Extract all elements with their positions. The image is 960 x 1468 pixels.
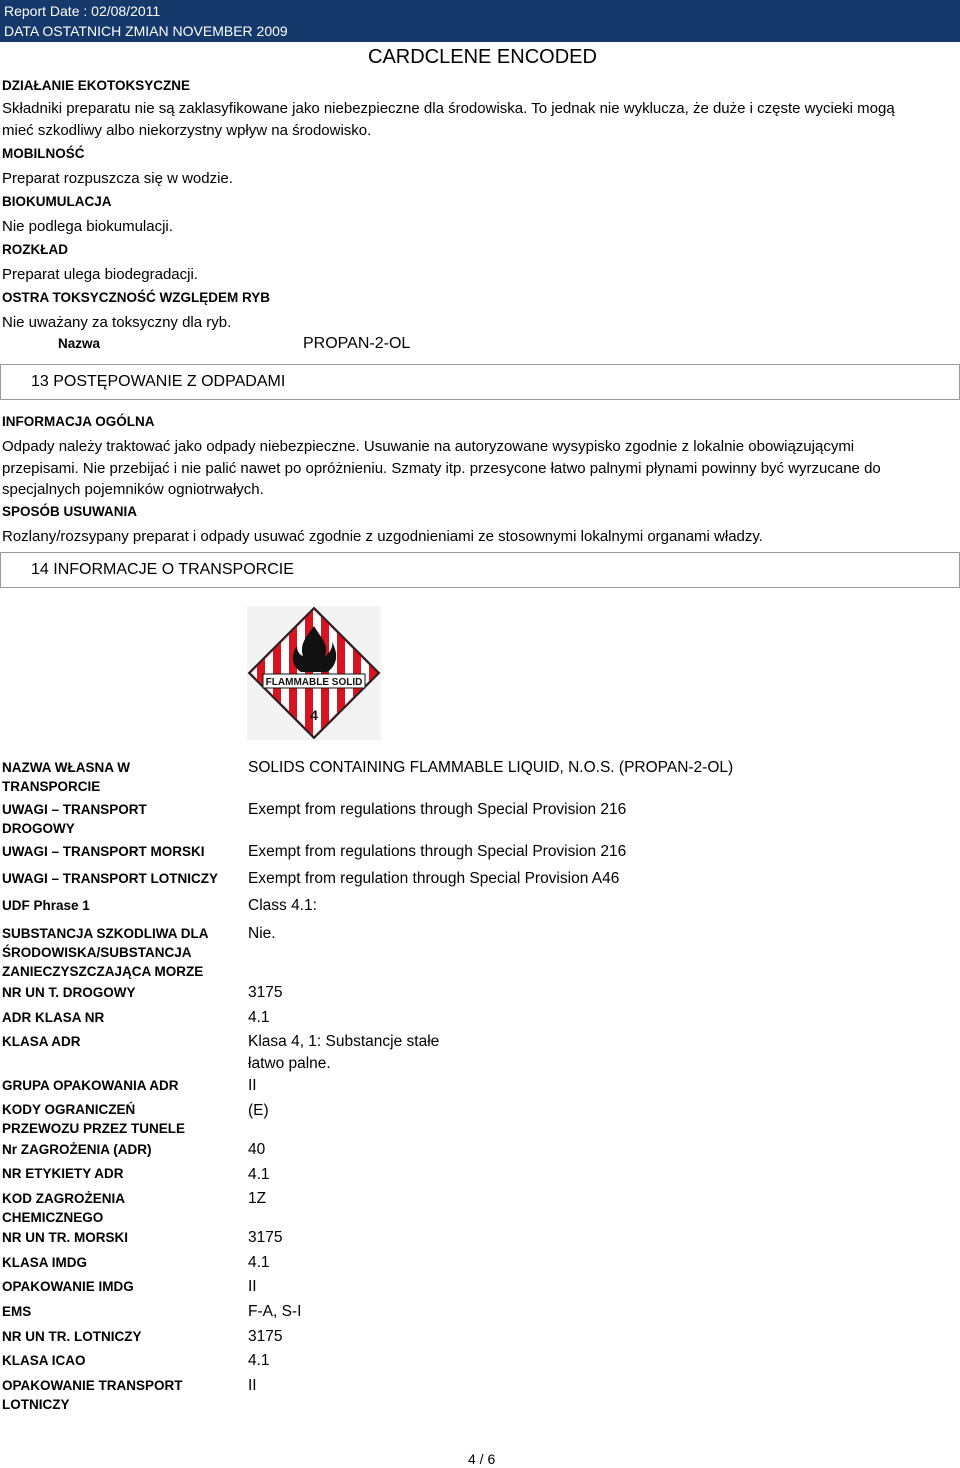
row-value-icao-class: 4.1 [248,1352,270,1369]
row-label-adr-class-no: ADR KLASA NR [2,1010,105,1025]
row-value-udf-phrase: Class 4.1: [248,897,317,914]
general-info-title: INFORMACJA OGÓLNA [2,414,155,429]
row-label-icao-class: KLASA ICAO [2,1353,86,1368]
mobility-title: MOBILNOŚĆ [2,146,85,161]
flammable-solid-placard [247,606,381,740]
mobility-text: Preparat rozpuszcza się w wodzie. [2,170,233,187]
eco-text: Składniki preparatu nie są zaklasyfikowane jako niebezpieczne dla środowiska. To jednak nie wyklucza, że duże i częste wycieki mogą mieć szkodliwy albo niekorzystny wpływ na środowisko. [2,100,895,139]
row-value-hazard-no: 40 [248,1141,266,1158]
row-value-un-sea: 3175 [248,1229,283,1246]
row-label-hazchem-code: KOD ZAGROŻENIA CHEMICZNEGO [2,1191,125,1225]
section-13-title: 13 POSTĘPOWANIE Z ODPADAMI [31,373,286,390]
report-date: Report Date : 02/08/2011 [0,0,960,22]
fish-title: OSTRA TOKSYCZNOŚĆ WZGLĘDEM RYB [2,290,271,305]
general-info-text: Odpady należy traktować jako odpady niebezpieczne. Usuwanie na autoryzowane wysypisko zgodnie z lokalnie obowiązującymi przepisami. Nie przebijać i nie palić nawet po opróżnieniu. Szmaty itp. przesycone łatwo palnymi płynami powinny być wyrzucane do specjalnych pojemników ogniotrwałych. [2,438,881,498]
bio-title: BIOKUMULACJA [2,194,112,209]
row-label-adr-class: KLASA ADR [2,1034,81,1049]
row-value-ems: F-A, S-I [248,1303,302,1320]
row-value-air-notes: Exempt from regulation through Special Provision A46 [248,870,620,887]
product-title: CARDCLENE ENCODED [368,46,597,68]
row-label-marine-pollutant: SUBSTANCJA SZKODLIWA DLA ŚRODOWISKA/SUBSTANCJA ZANIECZYSZCZAJĄCA MORZE [2,926,208,979]
row-value-tunnel-codes: (E) [248,1102,269,1119]
row-label-un-road: NR UN T. DROGOWY [2,985,136,1000]
eco-title: DZIAŁANIE EKOTOKSYCZNE [2,78,191,93]
row-label-sea-notes: UWAGI – TRANSPORT MORSKI [2,844,205,859]
bio-text: Nie podlega biokumulacji. [2,218,173,235]
disposal-text: Rozlany/rozsypany preparat i odpady usuwać zgodnie z uzgodnieniami ze stosownymi lokalnymi organami władzy. [2,528,763,545]
name-label: Nazwa [58,336,101,351]
row-value-sea-notes: Exempt from regulations through Special Provision 216 [248,843,627,860]
placard-class: 4 [310,707,318,723]
row-label-udf-phrase: UDF Phrase 1 [2,898,90,913]
row-label-tunnel-codes: KODY OGRANICZEŃ PRZEWOZU PRZEZ TUNELE [2,1102,185,1136]
section-14-header [0,552,960,588]
row-label-road-notes: UWAGI – TRANSPORT DROGOWY [2,802,147,836]
row-value-un-road: 3175 [248,984,283,1001]
name-value: PROPAN-2-OL [303,335,411,352]
row-value-adr-class-no: 4.1 [248,1009,270,1026]
row-label-air-packing: OPAKOWANIE TRANSPORT LOTNICZY [2,1378,183,1412]
row-label-un-sea: NR UN TR. MORSKI [2,1230,128,1245]
row-value-imdg-packing: II [248,1278,257,1295]
fish-text: Nie uważany za toksyczny dla ryb. [2,314,232,331]
row-value-marine-pollutant: Nie. [248,925,276,942]
row-value-adr-packing-group: II [248,1077,257,1094]
section-14-title: 14 INFORMACJE O TRANSPORCIE [31,561,294,578]
revision-date: DATA OSTATNICH ZMIAN NOVEMBER 2009 [0,20,960,42]
row-label-air-notes: UWAGI – TRANSPORT LOTNICZY [2,871,218,886]
row-label-imdg-packing: OPAKOWANIE IMDG [2,1279,134,1294]
row-value-proper-name: SOLIDS CONTAINING FLAMMABLE LIQUID, N.O.S. (PROPAN-2-OL) [248,759,734,776]
row-label-un-air: NR UN TR. LOTNICZY [2,1329,142,1344]
row-label-imdg-class: KLASA IMDG [2,1255,87,1270]
disposal-title: SPOSÓB USUWANIA [2,504,138,519]
placard-label: FLAMMABLE SOLID [265,677,363,688]
decomp-text: Preparat ulega biodegradacji. [2,266,198,283]
row-value-un-air: 3175 [248,1328,283,1345]
decomp-title: ROZKŁAD [2,242,68,257]
row-value-road-notes: Exempt from regulations through Special Provision 216 [248,801,627,818]
row-value-air-packing: II [248,1377,257,1394]
row-value-hazchem-code: 1Z [248,1190,267,1207]
row-label-adr-label: NR ETYKIETY ADR [2,1166,124,1181]
row-value-adr-label: 4.1 [248,1166,270,1183]
row-label-adr-packing-group: GRUPA OPAKOWANIA ADR [2,1078,179,1093]
row-label-ems: EMS [2,1304,32,1319]
page-number: 4 / 6 [468,1451,496,1467]
row-label-proper-name: NAZWA WŁASNA W TRANSPORCIE [2,760,130,794]
section-13-header [0,364,960,400]
row-value-imdg-class: 4.1 [248,1254,270,1271]
row-label-hazard-no: Nr ZAGROŻENIA (ADR) [2,1142,152,1157]
row-value-adr-class: Klasa 4, 1: Substancje stałe łatwo palne. [248,1033,440,1072]
